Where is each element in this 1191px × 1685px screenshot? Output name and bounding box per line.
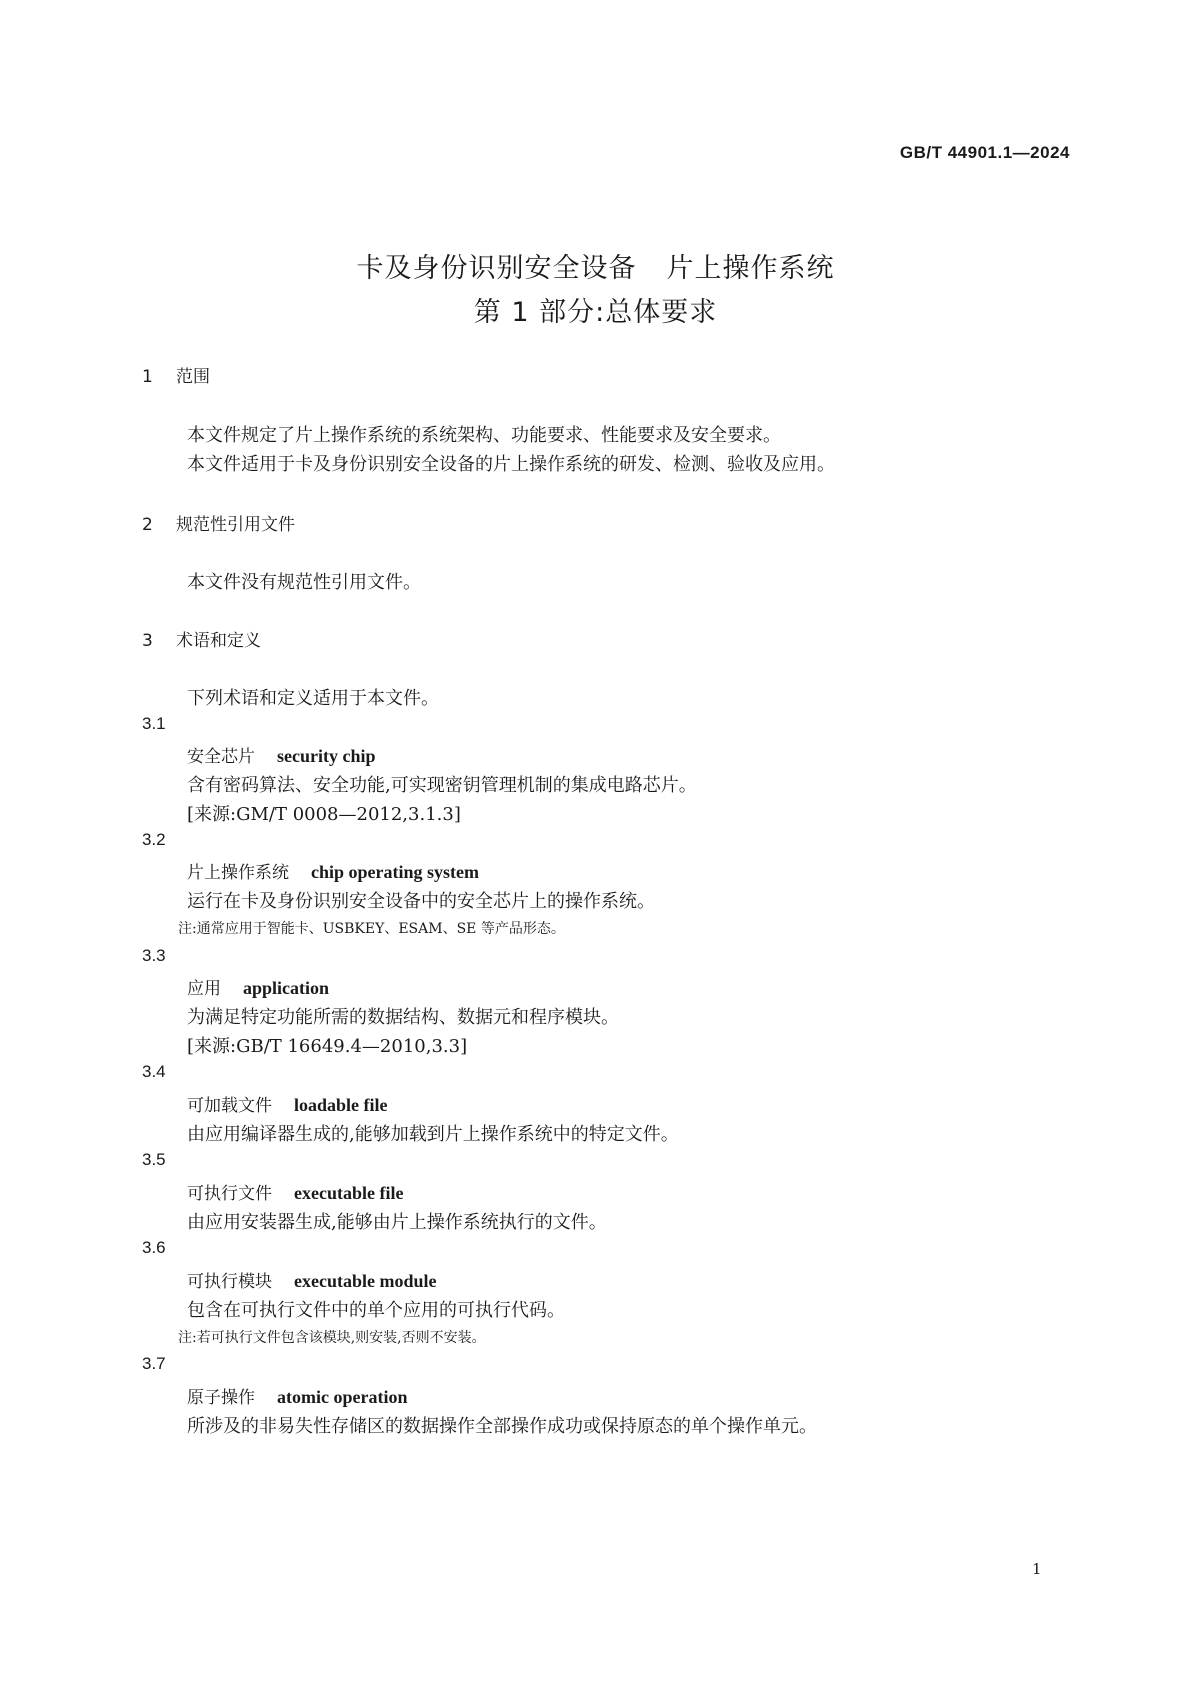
term-zh: 可执行文件 (187, 1184, 272, 1204)
term-entry (187, 1383, 407, 1408)
term-note: 注:若可执行文件包含该模块,则安装,否则不安装。 (178, 1330, 486, 1346)
term-definition: 由应用编译器生成的,能够加载到片上操作系统中的特定文件。 (187, 1124, 679, 1145)
term-zh: 片上操作系统 (187, 863, 289, 883)
term-number: 3.4 (142, 1062, 166, 1081)
term-en: security chip (277, 746, 376, 766)
section-heading-scope (142, 362, 210, 387)
term-number: 3.5 (142, 1150, 166, 1169)
term-zh: 应用 (187, 979, 221, 999)
term-zh: 可执行模块 (187, 1272, 272, 1292)
term-definition: 运行在卡及身份识别安全设备中的安全芯片上的操作系统。 (187, 891, 655, 912)
section-number: 1 (142, 367, 153, 387)
term-zh: 可加载文件 (187, 1096, 272, 1116)
paragraph: 本文件没有规范性引用文件。 (187, 572, 421, 593)
term-note: 注:通常应用于智能卡、USBKEY、ESAM、SE 等产品形态。 (178, 921, 565, 937)
term-en: atomic operation (277, 1387, 408, 1407)
term-en: executable file (294, 1183, 404, 1203)
term-definition: 包含在可执行文件中的单个应用的可执行代码。 (187, 1300, 565, 1321)
document-title-line-2: 第 1 部分:总体要求 (473, 297, 718, 328)
term-entry (187, 974, 329, 999)
section-heading-normative-references (142, 510, 295, 535)
term-en: application (243, 978, 330, 998)
term-entry (187, 1091, 388, 1116)
title-part-b: 片上操作系统 (666, 253, 835, 284)
term-number: 3.2 (142, 830, 166, 849)
term-en: loadable file (294, 1095, 388, 1115)
term-en: chip operating system (311, 862, 479, 882)
term-entry (187, 1267, 436, 1292)
section-title: 术语和定义 (176, 631, 261, 651)
section-title: 范围 (176, 367, 210, 387)
document-title-line-1 (0, 246, 1191, 285)
page-number: 1 (1032, 1560, 1042, 1578)
standard-code: GB/T 44901.1—2024 (899, 143, 1070, 162)
term-zh: 安全芯片 (187, 747, 255, 767)
paragraph: 本文件适用于卡及身份识别安全设备的片上操作系统的研发、检测、验收及应用。 (187, 454, 835, 475)
term-definition: 为满足特定功能所需的数据结构、数据元和程序模块。 (187, 1007, 619, 1028)
term-source: [来源:GM/T 0008—2012,3.1.3] (187, 804, 461, 825)
term-number: 3.7 (142, 1354, 166, 1373)
section-number: 3 (142, 631, 153, 651)
section-heading-terms (142, 626, 261, 651)
term-zh: 原子操作 (187, 1388, 255, 1408)
paragraph: 下列术语和定义适用于本文件。 (187, 688, 439, 709)
term-source: [来源:GB/T 16649.4—2010,3.3] (187, 1036, 468, 1057)
paragraph: 本文件规定了片上操作系统的系统架构、功能要求、性能要求及安全要求。 (187, 425, 781, 446)
term-entry (187, 742, 376, 767)
section-title: 规范性引用文件 (176, 515, 295, 535)
section-number: 2 (142, 515, 153, 535)
term-number: 3.6 (142, 1238, 166, 1257)
term-entry (187, 858, 479, 883)
term-definition: 由应用安装器生成,能够由片上操作系统执行的文件。 (187, 1212, 607, 1233)
term-entry (187, 1179, 403, 1204)
term-definition: 所涉及的非易失性存储区的数据操作全部操作成功或保持原态的单个操作单元。 (187, 1416, 817, 1437)
term-number: 3.3 (142, 946, 166, 965)
title-part-a: 卡及身份识别安全设备 (356, 253, 637, 284)
term-definition: 含有密码算法、安全功能,可实现密钥管理机制的集成电路芯片。 (187, 775, 697, 796)
term-en: executable module (294, 1271, 437, 1291)
term-number: 3.1 (142, 714, 166, 733)
